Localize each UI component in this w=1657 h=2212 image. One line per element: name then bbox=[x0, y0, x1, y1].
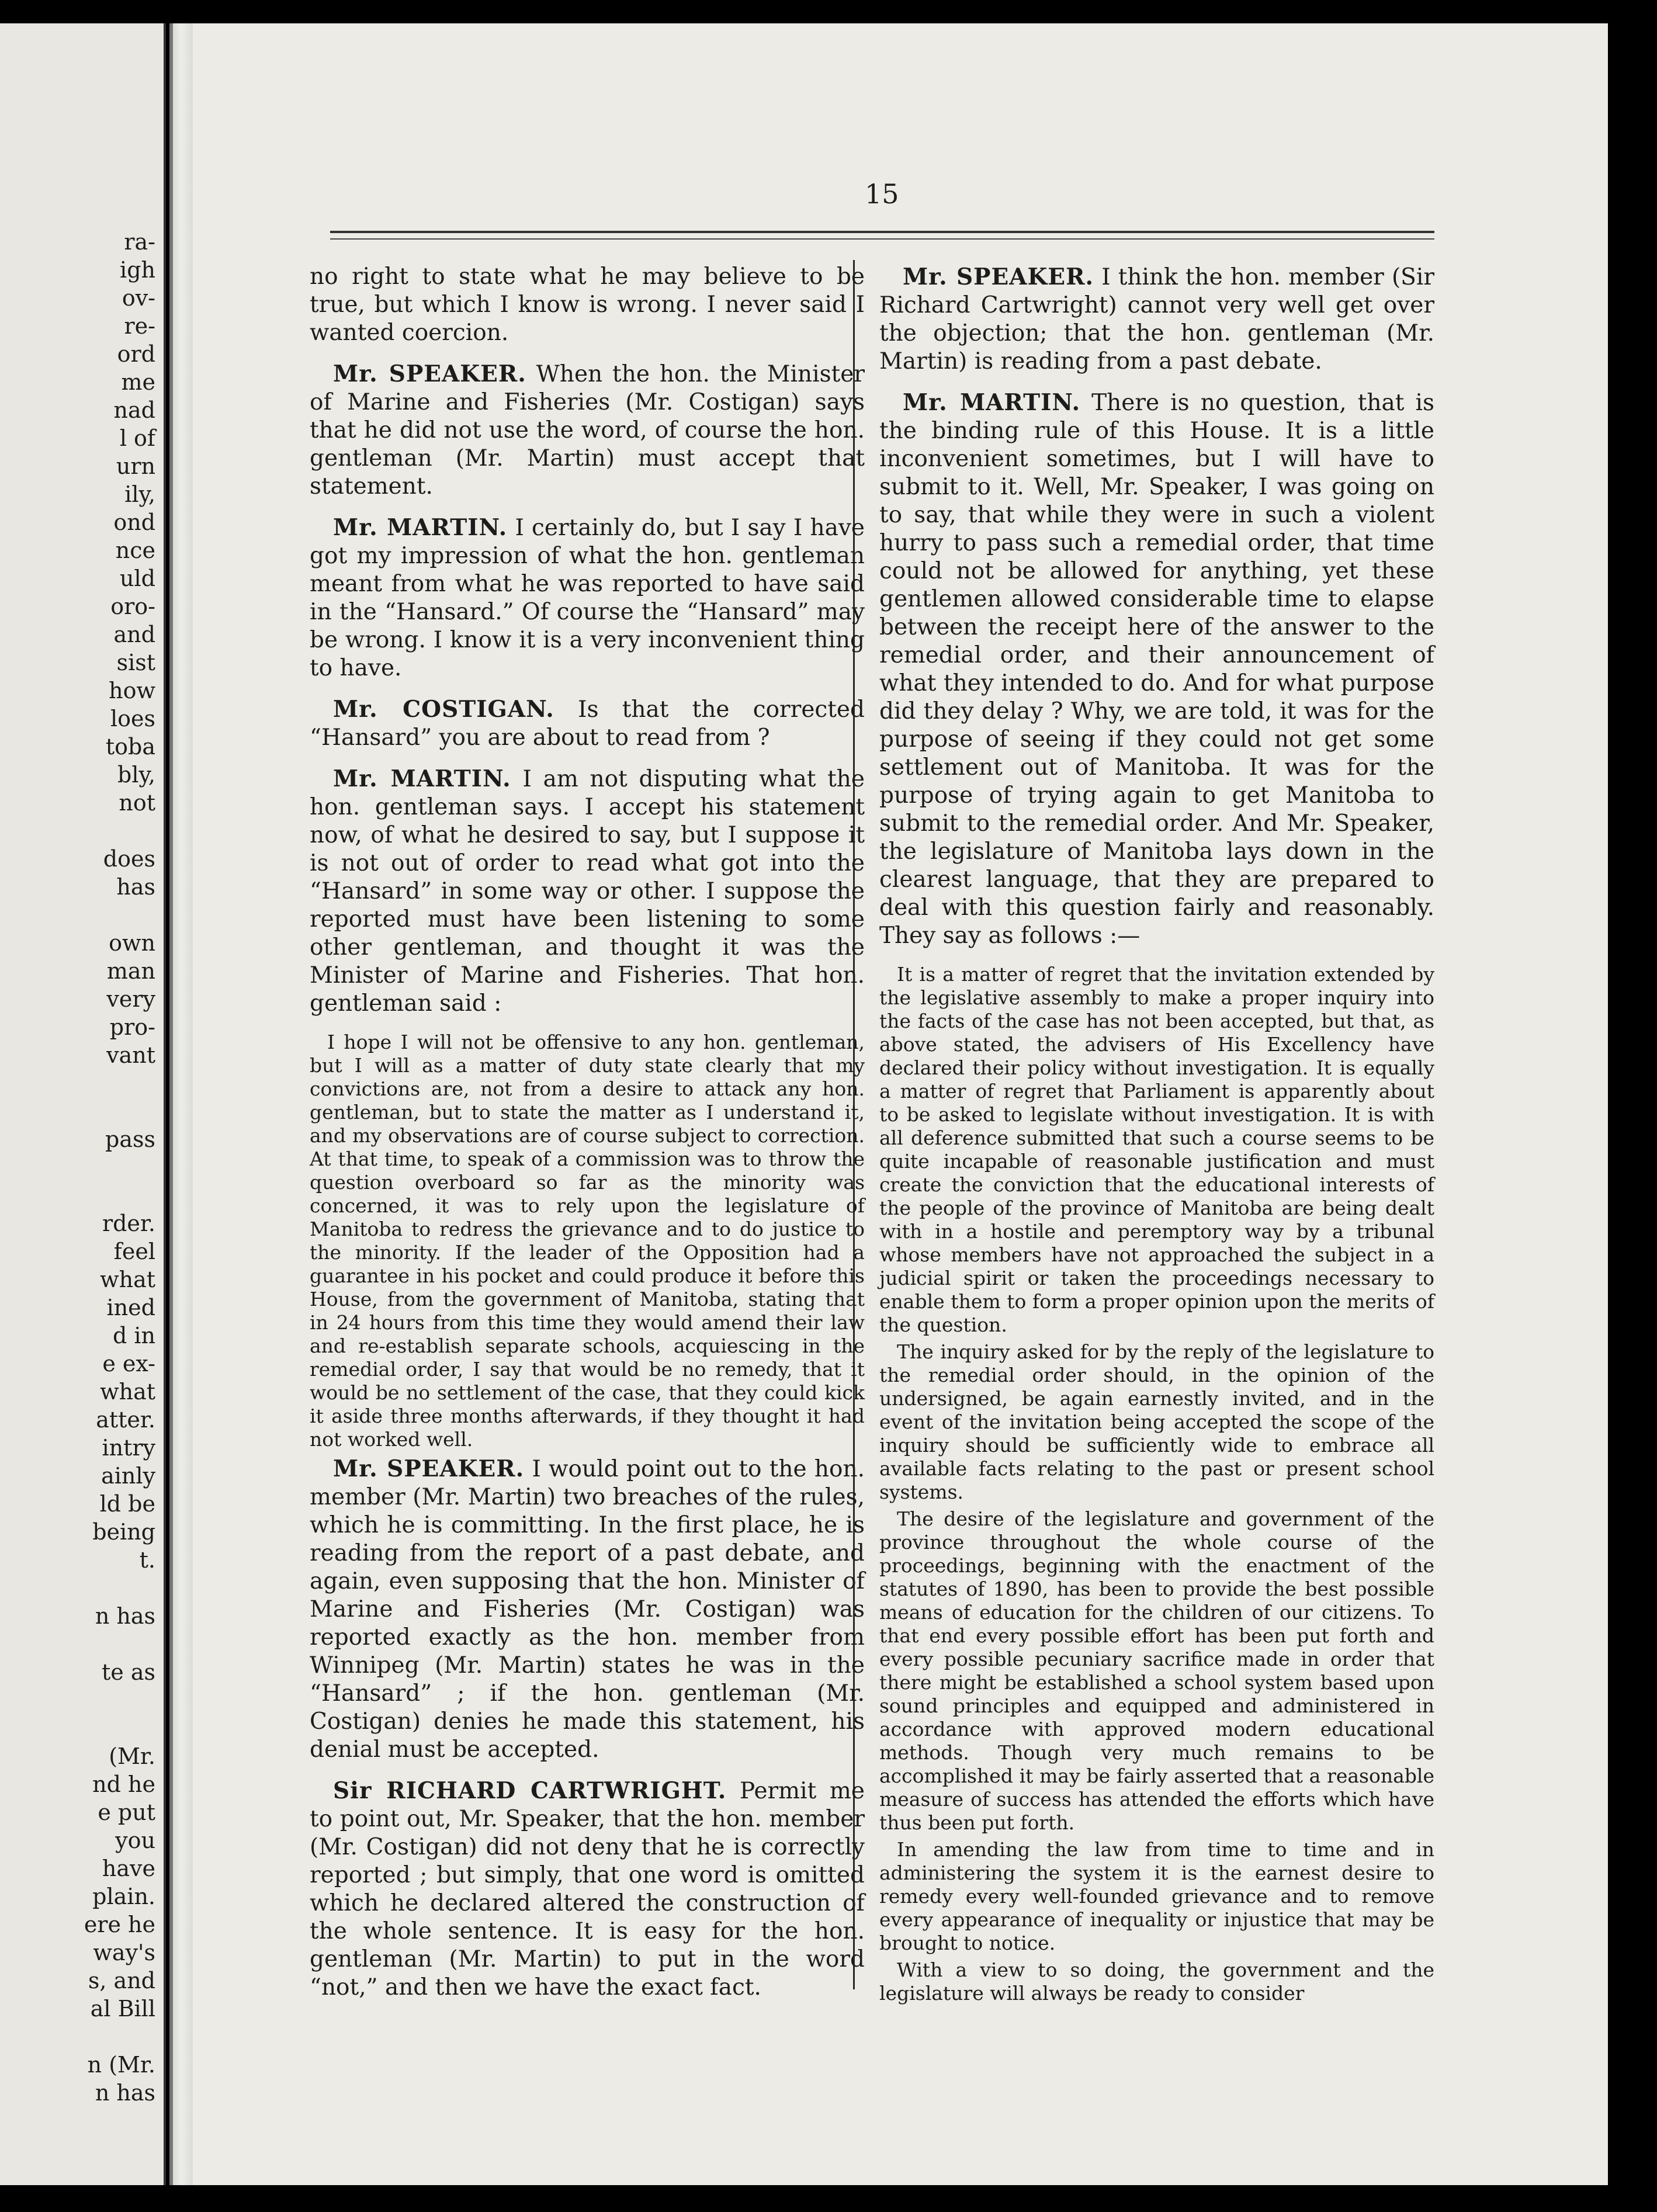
speech-paragraph bbox=[310, 360, 865, 501]
adjacent-page-fragment: ere he bbox=[84, 1912, 155, 1937]
speech-paragraph bbox=[310, 695, 865, 752]
adjacent-page-fragment: what bbox=[100, 1379, 155, 1405]
quoted-paragraph: With a view to so doing, the government and the legislature will always be ready to consider bbox=[879, 1958, 1434, 2005]
adjacent-page-fragment: al Bill bbox=[90, 1996, 155, 2022]
adjacent-page-fragment: (Mr. bbox=[109, 1743, 155, 1769]
continuation-paragraph: no right to state what he may believe to be true, but which I know is wrong. I never said I wanted coercion. bbox=[310, 264, 865, 346]
adjacent-page-fragment: sist bbox=[116, 650, 155, 675]
speaker-name: Mr. MARTIN. bbox=[333, 765, 511, 792]
speech-paragraph bbox=[310, 765, 865, 1018]
quoted-paragraph: I hope I will not be offensive to any hon. gentleman, but I will as a matter of duty state clearly that my convictions are, not from a desire to attack any hon. gentleman, but to state the matter as I understand it, and my observations are of course subject to correction. At that time, to speak of a commission was to throw the question overboard so far as the minority was concerned, it was to rely upon the legislature of Manitoba to redress the grievance and to do justice to the minority. If the leader of the Opposition had a guarantee in his pocket and could produce it before this House, from the government of Manitoba, stating that in 24 hours from this time they would amend their law and re-establish separate schools, acquiescing in the remedial order, I say that would be no remedy, that it would be no settlement of the case, that they could kick it aside three months afterwards, if they thought it had not worked well. bbox=[310, 1031, 865, 1451]
adjacent-page-fragment: own bbox=[109, 930, 155, 956]
adjacent-page-fragment: does bbox=[103, 846, 155, 872]
adjacent-page-fragment: nd he bbox=[92, 1771, 155, 1797]
speaker-name: Mr. COSTIGAN. bbox=[333, 696, 554, 723]
speech-text: There is no question, that is the binding rule of this House. It is a little inconvenient sometimes, but I will have to submit to it. Well, Mr. Speaker, I was going on to say, that while they were in such a violent hurry to pass such a remedial order, that time could not be allowed for anything, yet these gentlemen allowed considerable time to elapse between the receipt here of the answer to the remedial order, and their announcement of what they intended to do. And for what purpose did they delay ? Why, we are told, it was for the purpose of seeing if they could not get some settlement out of Manitoba. It was for the purpose of trying again to get Manitoba to submit to the remedial order. And Mr. Speaker, the legislature of Manitoba lays down in the clearest language, that they are prepared to deal with this question fairly and reasonably. They say as follows :— bbox=[879, 390, 1434, 949]
speaker-name: Mr. SPEAKER. bbox=[903, 264, 1094, 290]
adjacent-page-fragment: nce bbox=[115, 538, 155, 563]
speaker-name: Mr. MARTIN. bbox=[903, 389, 1081, 416]
adjacent-page-fragment: being bbox=[92, 1519, 155, 1545]
speaker-name: Mr. SPEAKER. bbox=[333, 1455, 525, 1482]
speech-text: I am not disputing what the hon. gentleman says. I accept his statement now, of what he desired to say, but I suppose it is not out of order to read what got into the “Hansard” in some way or other. I suppose the reported must have been listening to some other gentleman, and thought it was the Minister of Marine and Fisheries. That hon. gentleman said : bbox=[310, 766, 865, 1017]
quoted-paragraph: In amending the law from time to time and in administering the system it is the earnest desire to remedy every well-founded grievance and to remove every appearance of inequality or injustice that may be brought to notice. bbox=[879, 1838, 1434, 1954]
speech-paragraph bbox=[310, 1777, 865, 2002]
speech-text: Permit me to point out, Mr. Speaker, that the hon. member (Mr. Costigan) did not deny that he is correctly reported ; but simply, that one word is omitted which he declared altered the construction of the whole sentence. It is easy for the hon. gentleman (Mr. Martin) to put in the word “not,” and then we have the exact fact. bbox=[310, 1778, 865, 2000]
adjacent-page-fragment: what bbox=[100, 1267, 155, 1292]
adjacent-page-fragment: very bbox=[106, 986, 155, 1012]
adjacent-page-fragment: has bbox=[116, 874, 155, 900]
speech-text: I would point out to the hon. member (Mr. Martin) two breaches of the rules, which he is committing. In the first place, he is reading from the report of a past debate, and again, even supposing that the hon. Minister of Marine and Fisheries (Mr. Costigan) was reported exactly as the hon. member from Winnipeg (Mr. Martin) states he was in the “Hansard” ; if the hon. gentleman (Mr. Costigan) denies he made this statement, his denial must be accepted. bbox=[310, 1456, 865, 1763]
adjacent-page-fragment: ined bbox=[106, 1295, 155, 1320]
speaker-name: Mr. MARTIN. bbox=[333, 514, 508, 541]
header-rule bbox=[330, 231, 1434, 233]
adjacent-page-fragment: te as bbox=[102, 1659, 155, 1685]
adjacent-page-fragment: bly, bbox=[117, 762, 155, 788]
page-number: 15 bbox=[865, 178, 899, 210]
adjacent-page-fragment: plain. bbox=[92, 1884, 155, 1909]
quoted-paragraph: The inquiry asked for by the reply of the legislature to the remedial order should, in the opinion of the undersigned, be again earnestly invited, and in the event of the invitation being accepted the scope of the inquiry should be sufficiently wide to embrace all available facts relating to the past or present school systems. bbox=[879, 1340, 1434, 1503]
adjacent-page-fragment: oro- bbox=[110, 594, 155, 619]
page-fold-shadow bbox=[169, 23, 193, 2185]
adjacent-page-strip bbox=[0, 23, 166, 2185]
adjacent-page-fragment: nad bbox=[113, 397, 155, 423]
adjacent-page-fragment: feel bbox=[113, 1239, 155, 1264]
adjacent-page-fragment: re- bbox=[124, 313, 155, 339]
adjacent-page-fragment: l of bbox=[119, 425, 155, 451]
adjacent-page-fragment: atter. bbox=[96, 1407, 155, 1433]
header-rule-thin bbox=[330, 238, 1434, 240]
speech-text: When the hon. the Minister of Marine and Fisheries (Mr. Costigan) says that he did not use the word, of course the hon. gentleman (Mr. Martin) must accept that statement. bbox=[310, 361, 865, 500]
adjacent-page-fragment: way's bbox=[93, 1940, 155, 1965]
adjacent-page-fragment: igh bbox=[120, 257, 155, 283]
adjacent-page-fragment: me bbox=[121, 369, 155, 395]
adjacent-page-fragment: have bbox=[102, 1856, 155, 1881]
speech-paragraph bbox=[879, 389, 1434, 950]
adjacent-page-fragment: e ex- bbox=[102, 1351, 155, 1377]
adjacent-page-fragment: vant bbox=[106, 1042, 155, 1068]
adjacent-page-fragment: how bbox=[109, 678, 155, 703]
adjacent-page-fragment: loes bbox=[110, 706, 155, 731]
speech-paragraph bbox=[310, 1455, 865, 1764]
adjacent-page-fragment: ainly bbox=[101, 1463, 155, 1489]
speech-paragraph bbox=[879, 263, 1434, 376]
left-column bbox=[310, 263, 865, 2015]
adjacent-page-fragment: ord bbox=[117, 341, 155, 367]
adjacent-page-fragment: urn bbox=[116, 453, 155, 479]
adjacent-page-fragment: intry bbox=[102, 1435, 155, 1461]
adjacent-page-fragment: and bbox=[113, 622, 155, 647]
adjacent-page-fragment: n has bbox=[95, 2080, 155, 2106]
adjacent-page-fragment: ov- bbox=[122, 285, 155, 311]
speaker-name: Mr. SPEAKER. bbox=[333, 360, 526, 387]
quoted-paragraph: It is a matter of regret that the invitation extended by the legislative assembly to make a proper inquiry into the facts of the case has not been accepted, but that, as above stated, the advisers of His Excellency have declared their policy without investigation. It is equally a matter of regret that Parliament is apparently about to be asked to legislate without investigation. It is with all deference submitted that such a course seems to be quite incapable of reasonable justification and must create the conviction that the educational interests of the people of the province of Manitoba are being dealt with in a hostile and peremptory way by a tribunal whose members have not approached the subject in a judicial spirit or taken the proceedings necessary to enable them to form a proper opinion upon the merits of the question. bbox=[879, 963, 1434, 1336]
adjacent-page-fragment: not bbox=[119, 790, 155, 816]
adjacent-page-fragment: rder. bbox=[102, 1211, 155, 1236]
speech-text: I certainly do, but I say I have got my impression of what the hon. gentleman meant from what he was reported to have said in the “Hansard.” Of course the “Hansard” may be wrong. I know it is a very inconvenient thing to have. bbox=[310, 515, 865, 681]
adjacent-page-fragment: uld bbox=[120, 566, 155, 591]
speaker-name: Sir RICHARD CARTWRIGHT. bbox=[333, 1777, 727, 1804]
adjacent-page-fragment: ld be bbox=[99, 1491, 155, 1517]
adjacent-page-fragment: e put bbox=[98, 1800, 155, 1825]
quoted-paragraph: The desire of the legislature and government of the province throughout the whole course of the proceedings, beginning with the enactment of the statutes of 1890, has been to provide the best possible means of education for the children of our citizens. To that end every possible effort has been put forth and every possible pecuniary sacrifice made in order that there might be established a school system based upon sound principles and equipped and administered in accordance with approved modern educational methods. Though very much remains to be accomplished it may be fairly asserted that a reasonable measure of success has attended the efforts which have thus been put forth. bbox=[879, 1507, 1434, 1834]
speech-paragraph bbox=[310, 514, 865, 682]
adjacent-page-fragment: pro- bbox=[109, 1014, 155, 1040]
adjacent-page-fragment: ily, bbox=[124, 481, 155, 507]
adjacent-page-fragment: you bbox=[115, 1828, 155, 1853]
adjacent-page-fragment: pass bbox=[105, 1126, 155, 1152]
adjacent-page-fragment: d in bbox=[112, 1323, 155, 1348]
adjacent-page-fragment: man bbox=[106, 958, 155, 984]
adjacent-page-fragment: t. bbox=[139, 1547, 155, 1573]
adjacent-page-fragment: ond bbox=[113, 509, 155, 535]
adjacent-page-fragment: n has bbox=[95, 1603, 155, 1629]
adjacent-page-fragment: n (Mr. bbox=[87, 2052, 155, 2078]
adjacent-page-fragment: ra- bbox=[124, 229, 155, 255]
speech-text: Is that the corrected “Hansard” you are about to read from ? bbox=[310, 696, 865, 751]
adjacent-page-fragment: s, and bbox=[88, 1968, 155, 1993]
adjacent-page-fragment: toba bbox=[105, 734, 155, 760]
speech-text: I think the hon. member (Sir Richard Cartwright) cannot very well get over the objection; that the hon. gentleman (Mr. Martin) is reading from a past debate. bbox=[879, 264, 1434, 375]
right-column bbox=[879, 263, 1434, 2009]
